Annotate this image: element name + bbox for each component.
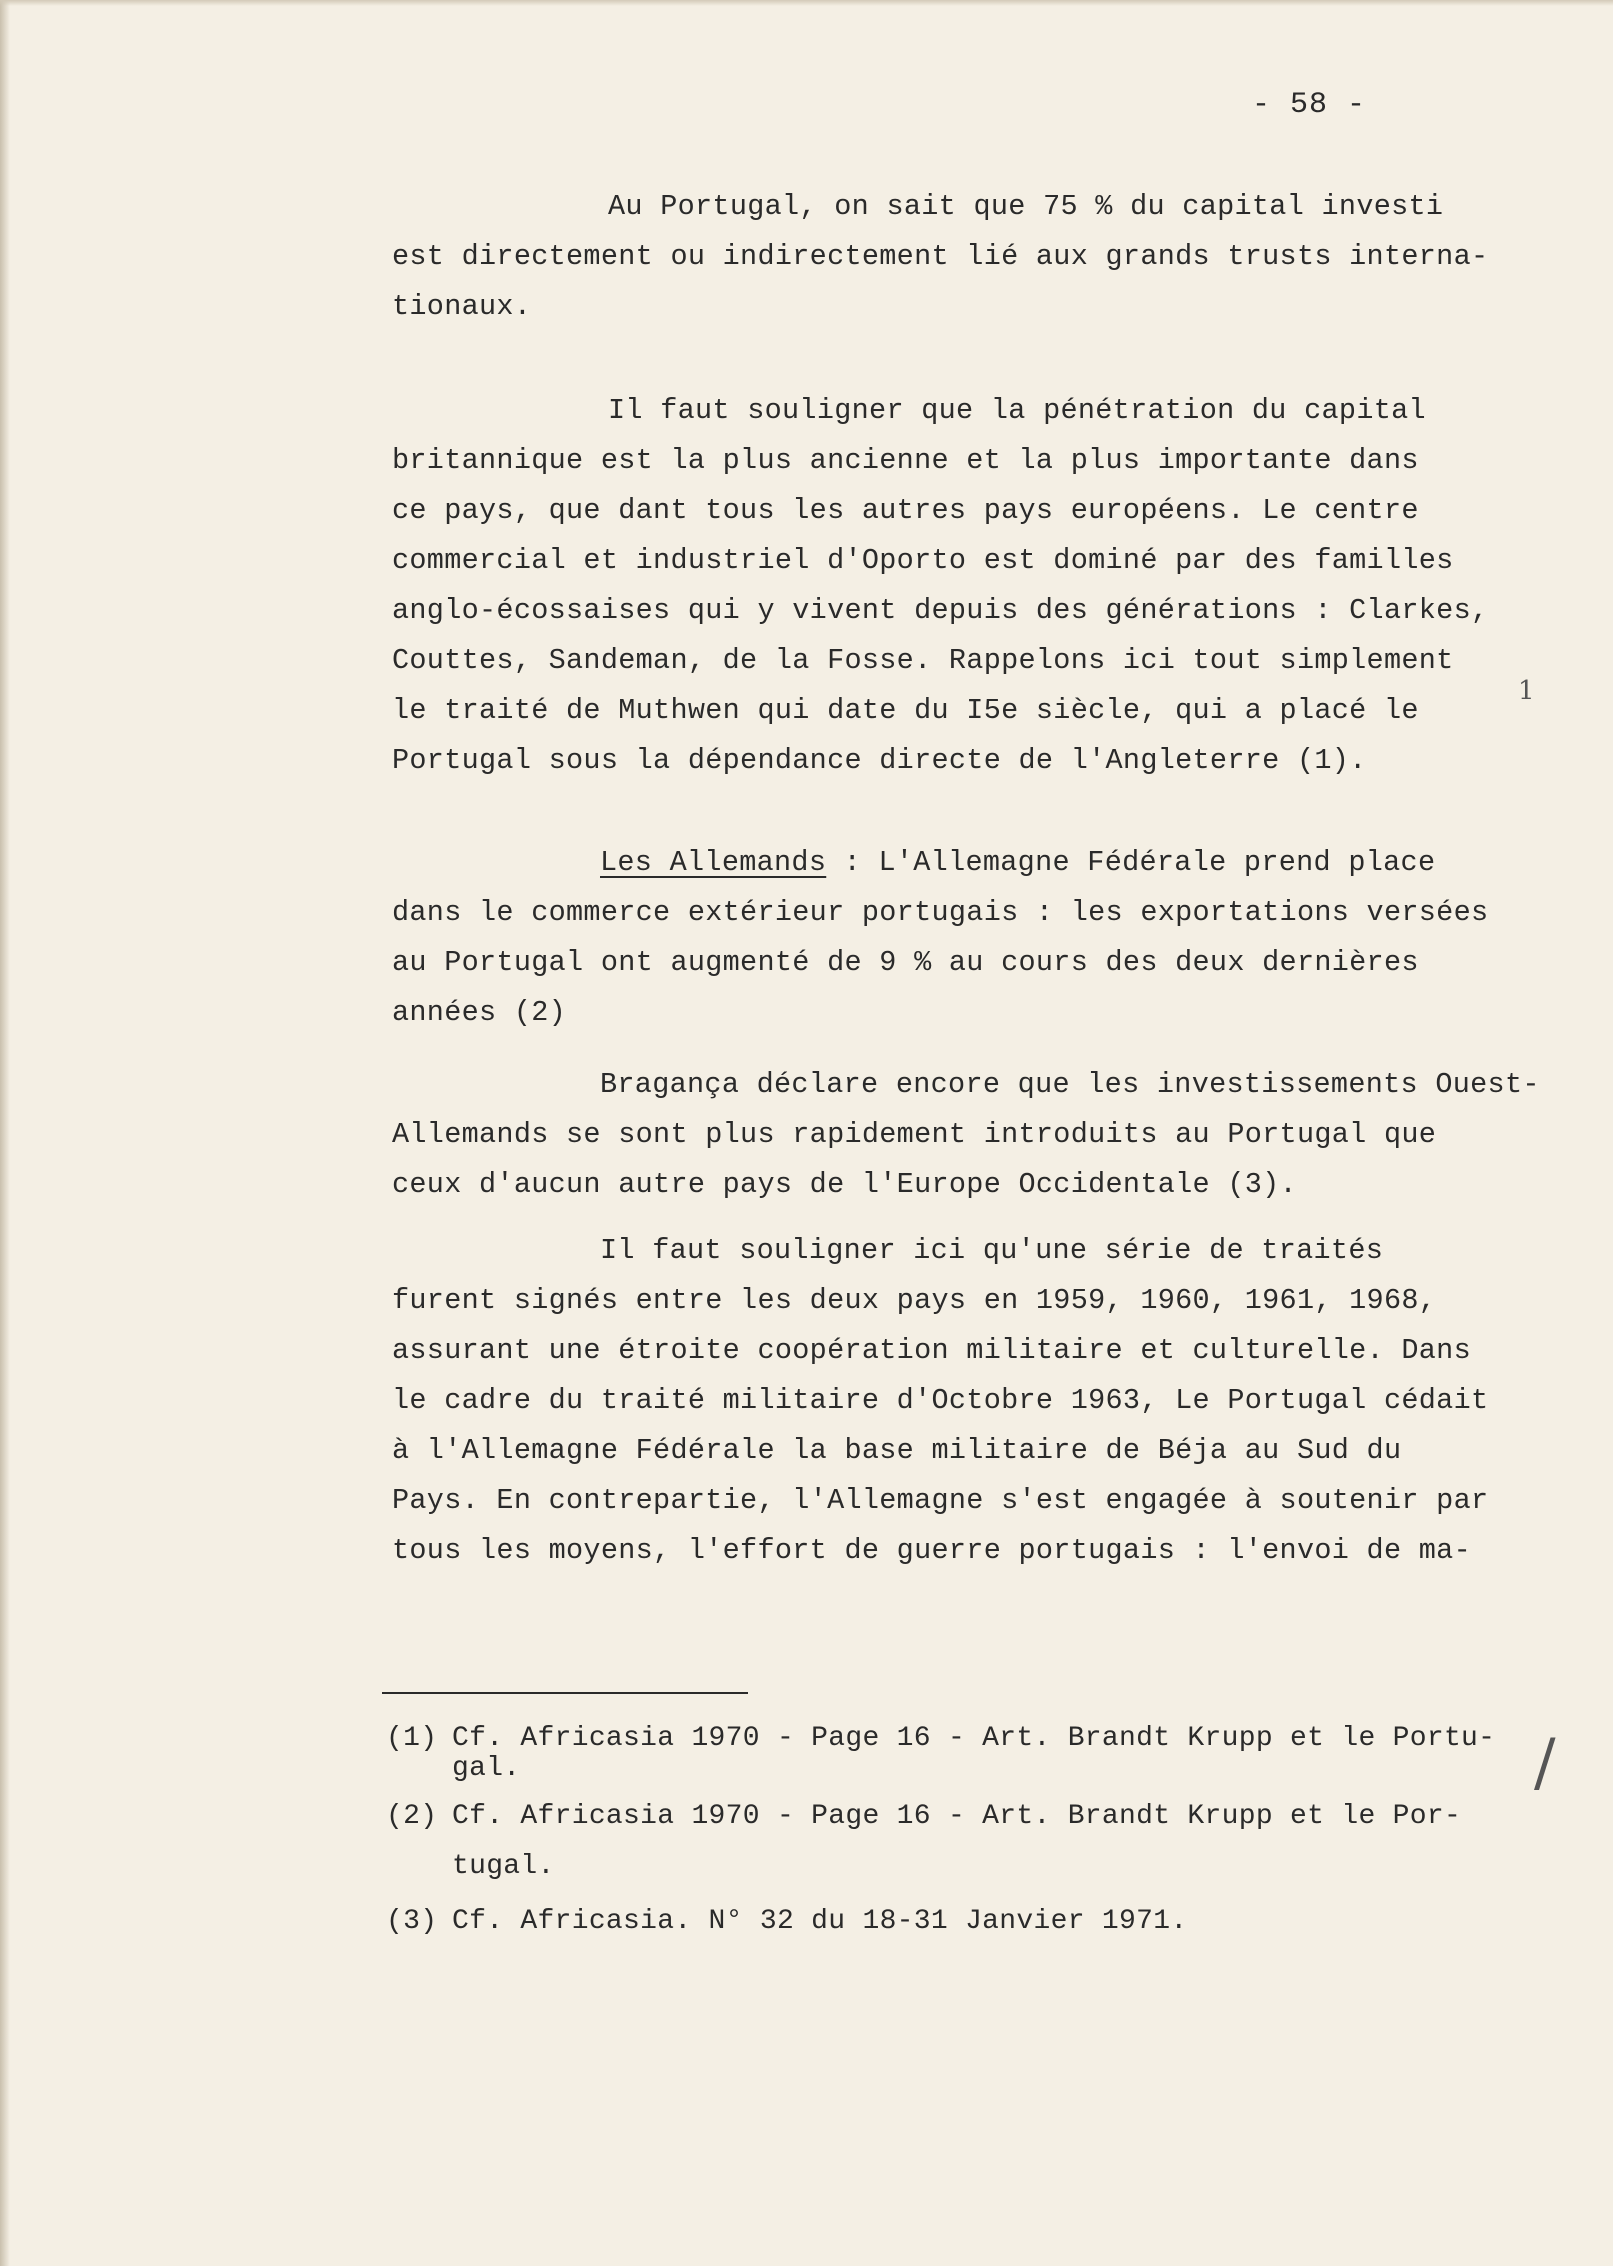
text-line: années (2) (392, 996, 567, 1029)
text-line: furent signés entre les deux pays en 1959, 1960, 1961, 1968, (392, 1284, 1437, 1317)
footnote-text: tugal. (452, 1851, 555, 1882)
text-line: le traité de Muthwen qui date du I5e siècle, qui a placé le (392, 694, 1419, 727)
footnote-marker: (1) (386, 1723, 438, 1754)
text-line: le cadre du traité militaire d'Octobre 1963, Le Portugal cédait (392, 1384, 1489, 1417)
text-line: britannique est la plus ancienne et la plus importante dans (392, 444, 1419, 477)
text-line: anglo-écossaises qui y vivent depuis des générations : Clarkes, (392, 594, 1489, 627)
footnote-text: Cf. Africasia 1970 - Page 16 - Art. Brandt Krupp et le Por- (452, 1801, 1462, 1832)
page-edge-shadow (0, 0, 10, 2266)
text-line: tionaux. (392, 290, 532, 323)
footnote-text: Cf. Africasia 1970 - Page 16 - Art. Brandt Krupp et le Portu- (452, 1723, 1496, 1754)
footnote-separator (382, 1692, 748, 1694)
page-number: - 58 - (1252, 88, 1367, 122)
margin-pencil-mark: 1 (1518, 676, 1535, 706)
margin-pen-stroke: / (1534, 1726, 1556, 1800)
text-line (600, 845, 1435, 881)
text-line: au Portugal ont augmenté de 9 % au cours des deux dernières (392, 946, 1419, 979)
heading-continuation: : L'Allemagne Fédérale prend place (826, 846, 1436, 879)
text-line: Portugal sous la dépendance directe de l'Angleterre (1). (392, 744, 1367, 777)
text-line: commercial et industriel d'Oporto est dominé par des familles (392, 544, 1454, 577)
text-line: assurant une étroite coopération militaire et culturelle. Dans (392, 1334, 1471, 1367)
text-line: tous les moyens, l'effort de guerre portugais : l'envoi de ma- (392, 1534, 1471, 1567)
text-line: Pays. En contrepartie, l'Allemagne s'est engagée à soutenir par (392, 1484, 1489, 1517)
text-line: Bragança déclare encore que les investissements Ouest- (600, 1068, 1540, 1101)
text-line: Il faut souligner que la pénétration du capital (608, 394, 1426, 427)
footnote-text: gal. (452, 1753, 521, 1784)
text-line: Il faut souligner ici qu'une série de traités (600, 1234, 1384, 1267)
text-line: dans le commerce extérieur portugais : les exportations versées (392, 896, 1489, 929)
text-line: Au Portugal, on sait que 75 % du capital investi (608, 190, 1444, 223)
text-line: Couttes, Sandeman, de la Fosse. Rappelons ici tout simplement (392, 644, 1454, 677)
text-line: à l'Allemagne Fédérale la base militaire de Béja au Sud du (392, 1434, 1402, 1467)
footnote-text: Cf. Africasia. N° 32 du 18-31 Janvier 1971. (452, 1906, 1188, 1937)
text-line: ceux d'aucun autre pays de l'Europe Occidentale (3). (392, 1168, 1297, 1201)
text-line: est directement ou indirectement lié aux grands trusts interna- (392, 240, 1489, 273)
footnote-marker: (2) (386, 1801, 438, 1832)
text-line: ce pays, que dant tous les autres pays européens. Le centre (392, 494, 1419, 527)
page-top-edge (0, 0, 1613, 6)
footnote-marker: (3) (386, 1906, 438, 1937)
section-heading: Les Allemands (600, 846, 827, 879)
text-line: Allemands se sont plus rapidement introduits au Portugal que (392, 1118, 1437, 1151)
